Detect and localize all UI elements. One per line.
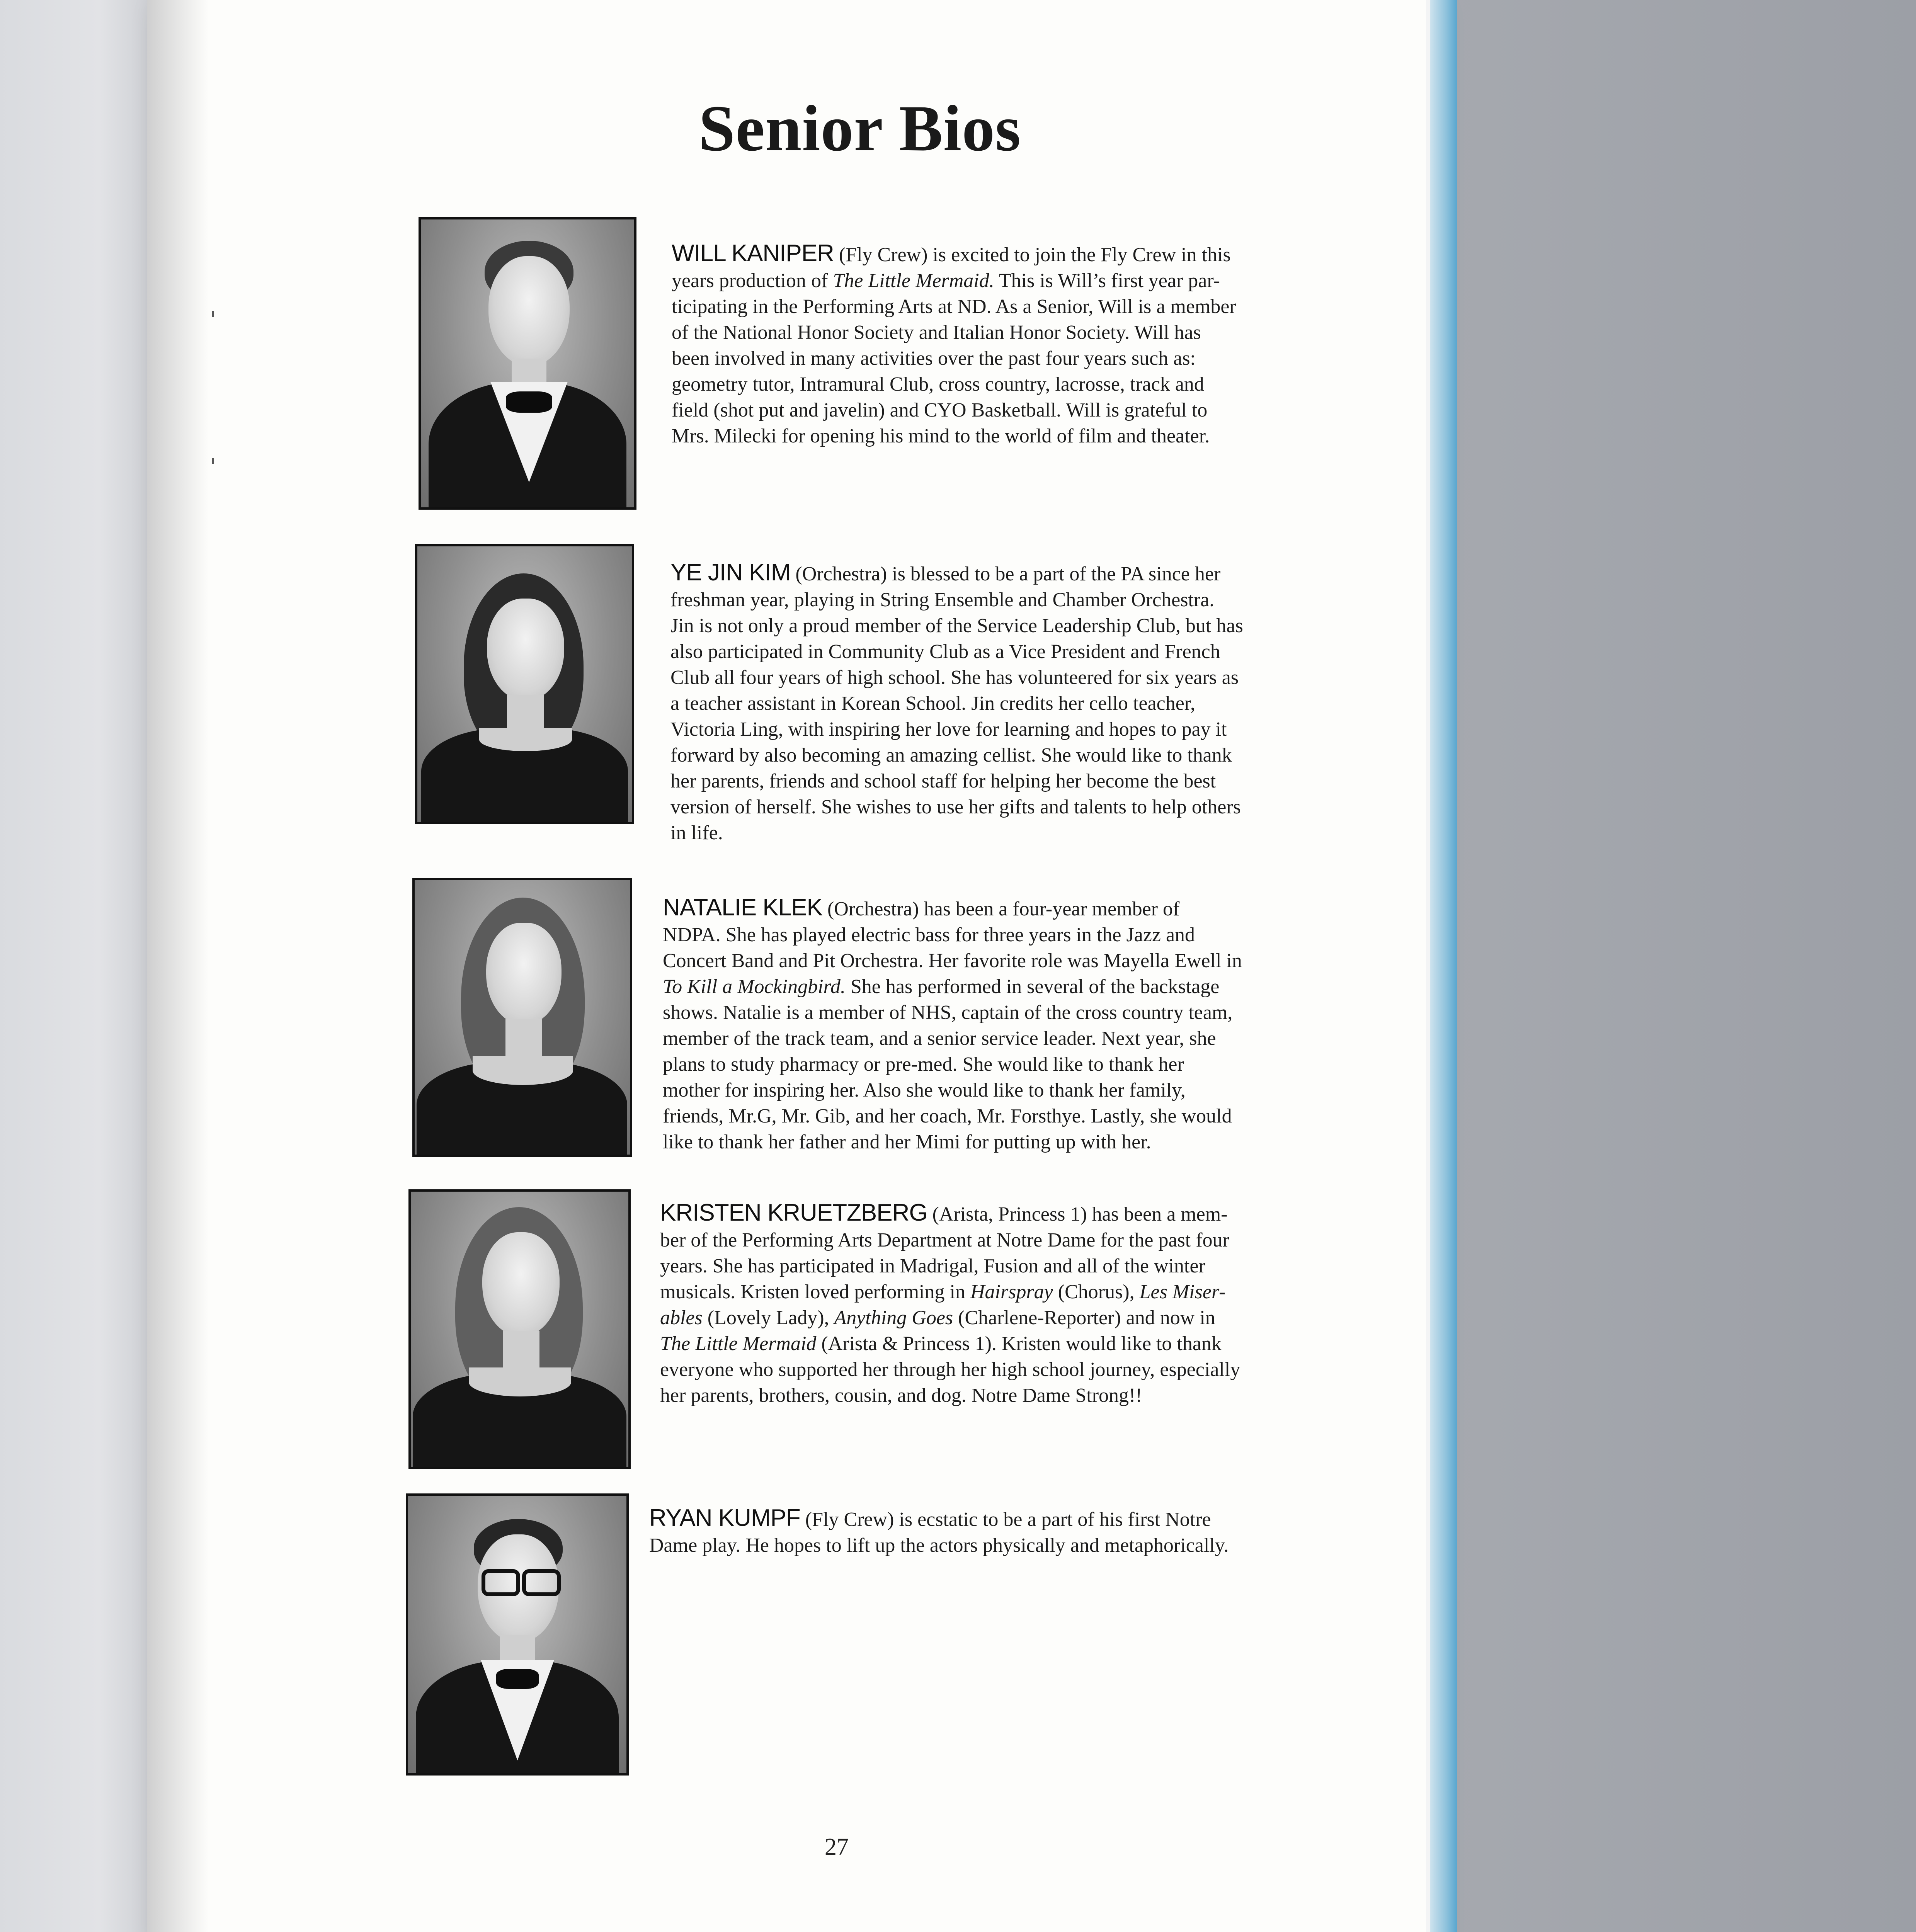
bio-text: shows. Natalie is a member of NHS, captain of the cross country team, [663,1002,1233,1024]
bio-text: of the National Honor Society and Italian Honor Society. Will has [672,321,1201,344]
bio-text: years. She has participated in Madrigal, Fusion and all of the winter [660,1255,1205,1277]
bio-text: musicals. Kristen loved performing in [660,1281,970,1303]
bio-text: been involved in many activities over the past four years such as: [672,347,1196,369]
bio-title-italic: ables [660,1307,703,1329]
bio-block [649,1505,1291,1558]
bio-text: (Fly Crew) is ecstatic to be a part of his first Notre [805,1509,1211,1531]
portrait-photo [406,1493,629,1776]
portrait-photo [415,544,634,824]
bio-text: her parents, brothers, cousin, and dog. Notre Dame Strong!! [660,1384,1142,1406]
bio-text: plans to study pharmacy or pre-med. She would like to thank her [663,1053,1184,1075]
bio-text: ticipating in the Performing Arts at ND. As a Senior, Will is a member [672,296,1236,318]
bio-text: NDPA. She has played electric bass for three years in the Jazz and [663,924,1195,946]
bio-block [663,895,1304,1155]
bio-text: Concert Band and Pit Orchestra. Her favorite role was Mayella Ewell in [663,950,1242,972]
bio-text: years production of [672,270,833,292]
bio-title-italic: Hairspray [970,1281,1053,1303]
scanner-background [0,0,166,1932]
bio-text: forward by also becoming an amazing cellist. She would like to thank [670,744,1232,766]
bio-title-italic: To Kill a Mockingbird. [663,976,846,998]
bio-text: like to thank her father and her Mimi for putting up with her. [663,1131,1151,1153]
page-number: 27 [825,1834,849,1860]
bio-text: Mrs. Milecki for opening his mind to the world of film and theater. [672,425,1210,447]
portrait-photo [419,217,636,510]
bio-text: Jin is not only a proud member of the Service Leadership Club, but has [670,615,1243,637]
bio-text: (Chorus), [1053,1281,1140,1303]
bio-text: (Arista, Princess 1) has been a mem- [932,1203,1228,1225]
cover-edge [1430,0,1457,1932]
bio-text: (Charlene-Reporter) and now in [953,1307,1215,1329]
bio-title-italic: Anything Goes [834,1307,953,1329]
binding-mark [212,311,214,317]
bio-text: mother for inspiring her. Also she would like to thank her family, [663,1079,1186,1101]
bio-name: RYAN KUMPF [649,1505,800,1531]
bio-title-italic: The Little Mermaid. [833,270,994,292]
bio-text: (Lovely Lady), [702,1307,834,1329]
bio-text: ber of the Performing Arts Department at Notre Dame for the past four [660,1229,1229,1251]
bio-text: (Arista & Princess 1). Kristen would like to thank [816,1333,1222,1355]
bio-text: in life. [670,822,723,844]
portrait-photo [412,878,632,1157]
bio-text: her parents, friends and school staff for helping her become the best [670,770,1216,792]
page-gutter-shadow [147,0,209,1932]
bio-text: geometry tutor, Intramural Club, cross country, lacrosse, track and [672,373,1204,395]
bio-text: freshman year, playing in String Ensemble and Chamber Orchestra. [670,589,1215,611]
page-title: Senior Bios [698,92,1021,165]
bio-text: (Orchestra) is blessed to be a part of the PA since her [795,563,1221,585]
bio-text: She has performed in several of the backstage [845,976,1220,998]
bio-text: Victoria Ling, with inspiring her love for learning and hopes to pay it [670,718,1227,740]
bio-text: Dame play. He hopes to lift up the actors physically and metaphorically. [649,1534,1229,1556]
bio-block [670,560,1312,846]
bio-text: field (shot put and javelin) and CYO Basketball. Will is grateful to [672,399,1208,421]
bio-text: also participated in Community Club as a Vice President and French [670,641,1220,663]
bio-title-italic: Les Miser- [1139,1281,1226,1303]
bio-name: NATALIE KLEK [663,894,822,921]
bio-text: This is Will’s first year par- [994,270,1220,292]
portrait-photo [408,1189,631,1469]
bio-text: member of the track team, and a senior service leader. Next year, she [663,1027,1216,1049]
bio-text: version of herself. She wishes to use her gifts and talents to help others [670,796,1241,818]
bio-text: friends, Mr.G, Mr. Gib, and her coach, Mr. Forsthye. Lastly, she would [663,1105,1232,1127]
bio-text: (Orchestra) has been a four-year member of [827,898,1180,920]
bio-title-italic: The Little Mermaid [660,1333,817,1355]
bio-text: (Fly Crew) is excited to join the Fly Crew in this [839,244,1231,266]
bio-block [672,240,1313,449]
bio-name: WILL KANIPER [672,240,834,267]
bio-text: a teacher assistant in Korean School. Jin credits her cello teacher, [670,692,1196,714]
bio-name: KRISTEN KRUETZBERG [660,1199,927,1226]
bio-block [660,1200,1302,1408]
bio-text: Club all four years of high school. She has volunteered for six years as [670,667,1239,689]
binding-mark [212,458,214,464]
bio-text: everyone who supported her through her high school journey, especially [660,1359,1240,1381]
bio-name: YE JIN KIM [670,559,791,586]
